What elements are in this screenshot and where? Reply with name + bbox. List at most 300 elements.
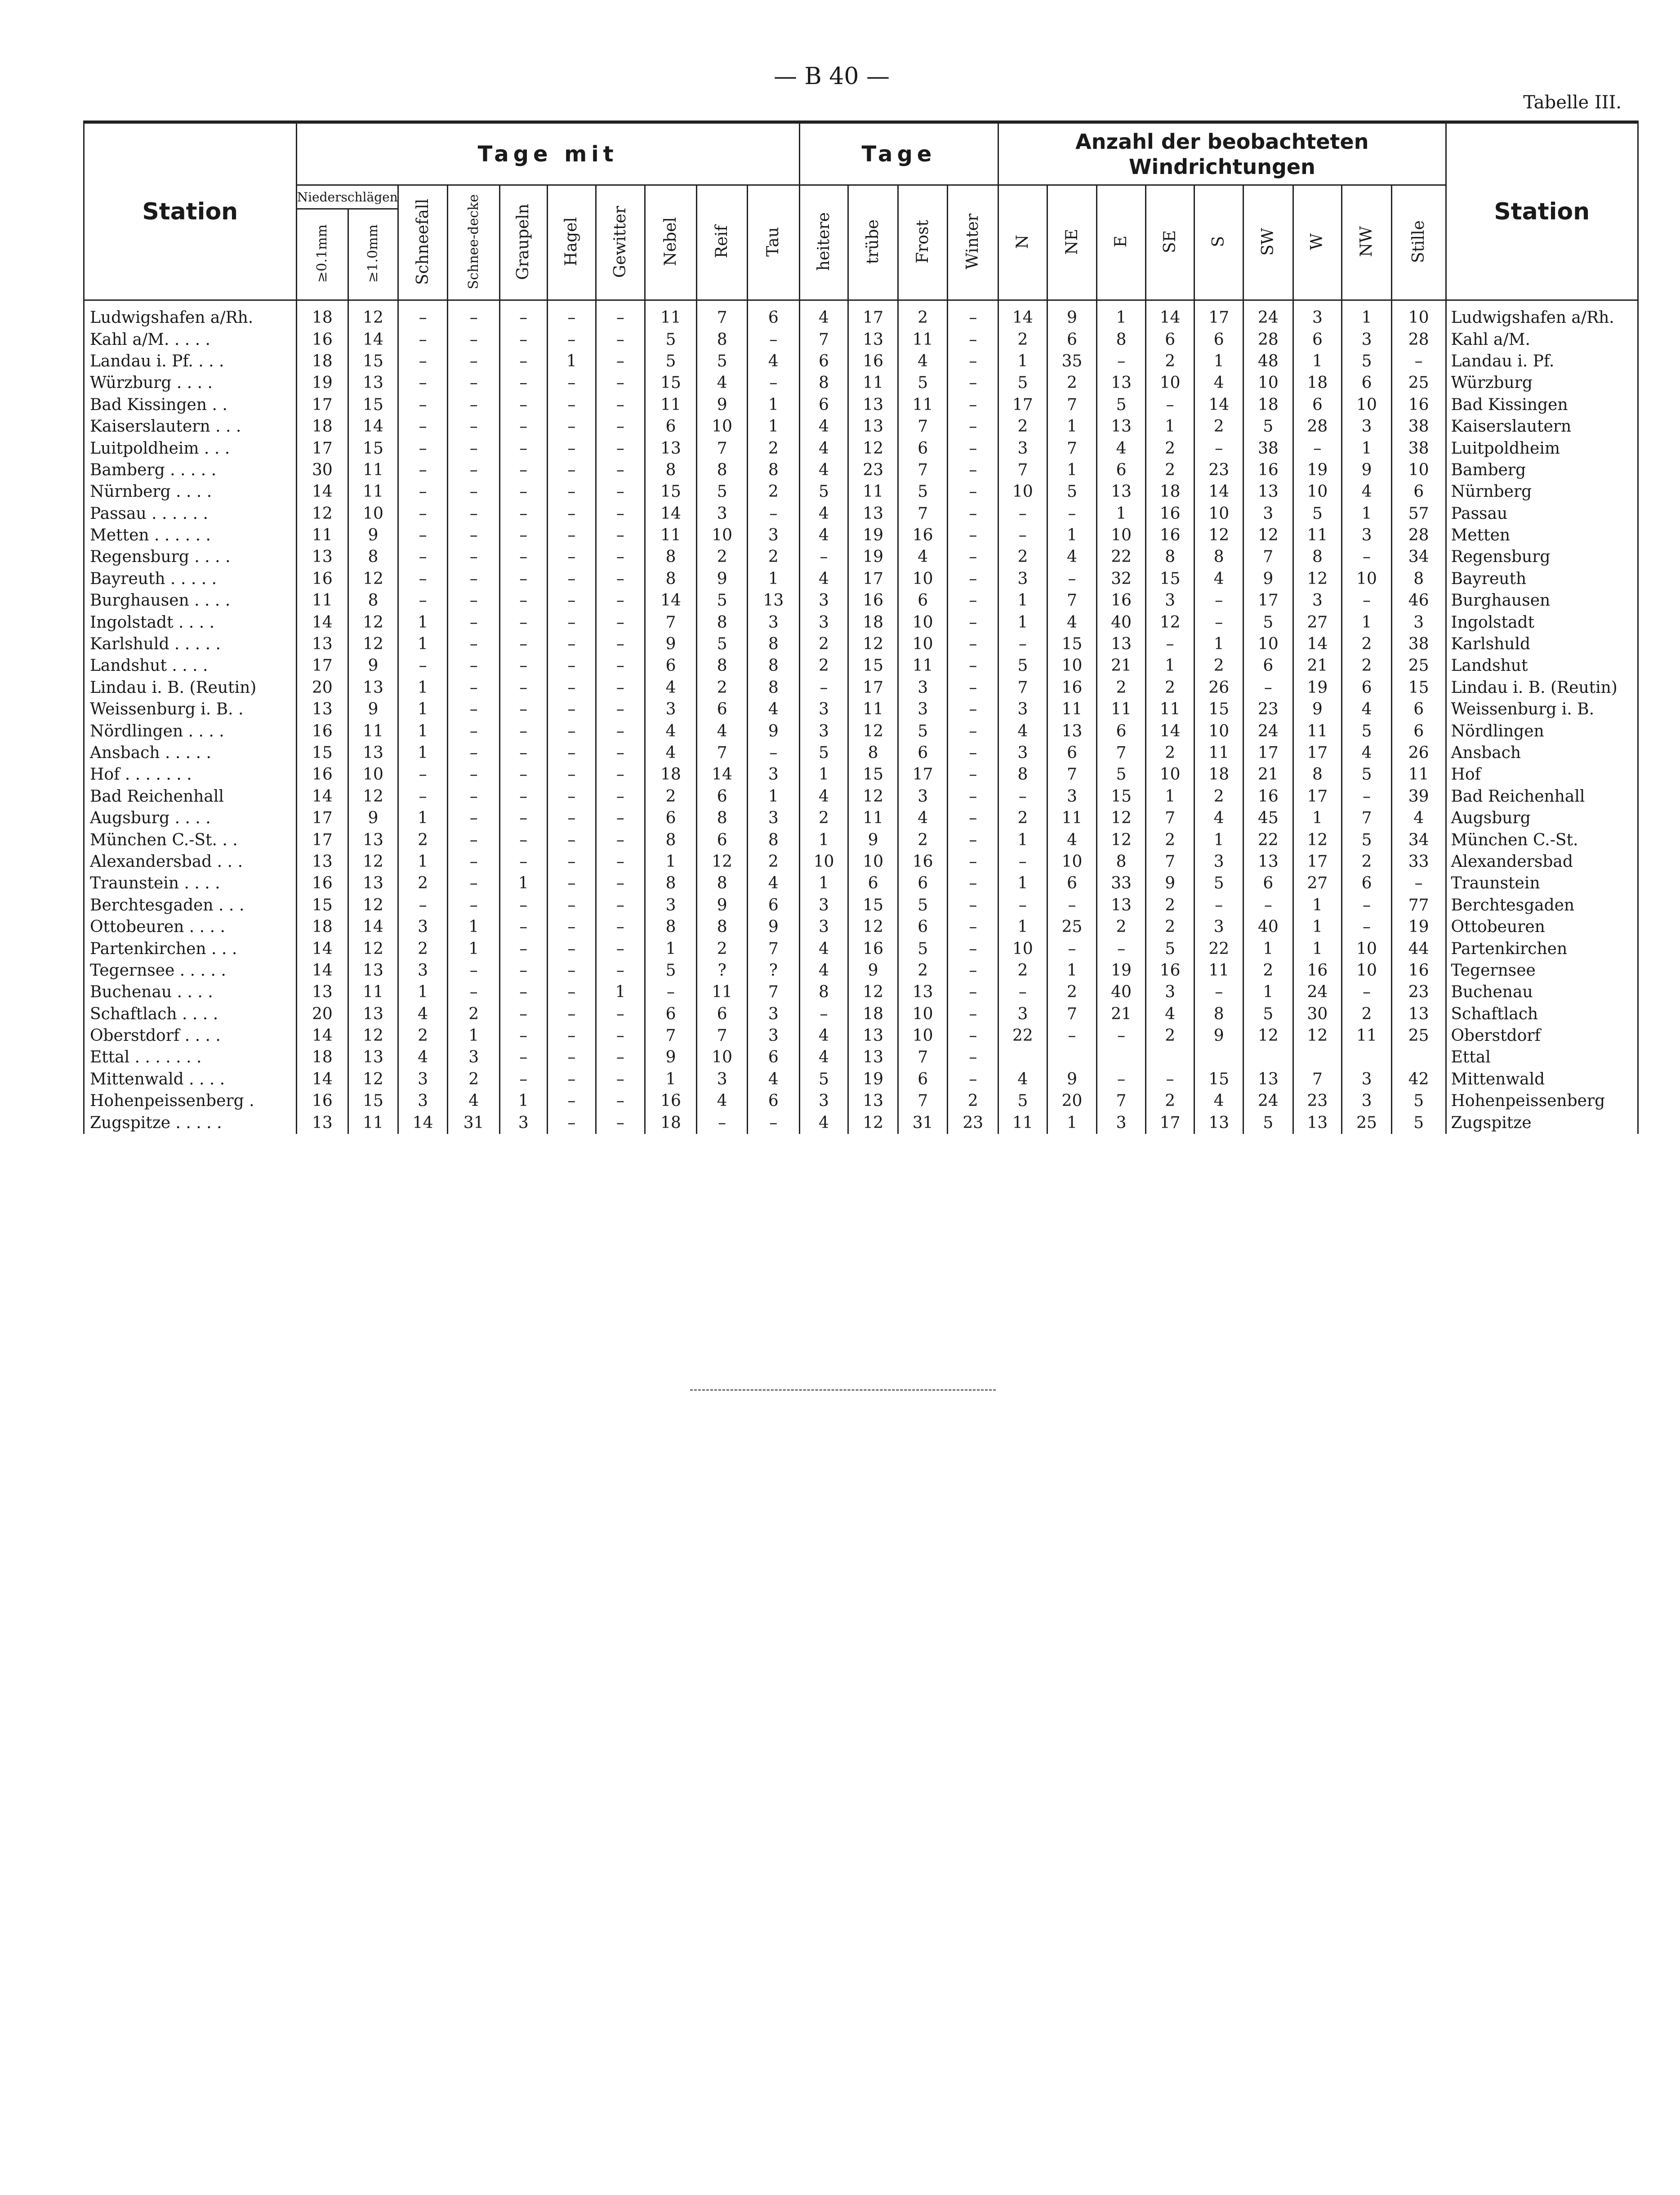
table-cell: 2 — [697, 546, 748, 568]
table-cell: 16 — [1243, 460, 1293, 481]
table-cell: – — [1194, 895, 1243, 916]
table-cell: 77 — [1391, 895, 1446, 916]
table-cell: 12 — [1145, 611, 1194, 633]
table-cell: – — [500, 568, 548, 590]
table-cell: 7 — [645, 1025, 697, 1047]
table-cell: 3 — [1145, 590, 1194, 611]
table-cell: – — [998, 634, 1047, 655]
page-number: — B 40 — — [774, 63, 890, 90]
table-cell: 4 — [1342, 742, 1392, 764]
table-cell: 13 — [348, 372, 398, 394]
table-cell: 5 — [1342, 351, 1392, 372]
table-cell: 5 — [697, 481, 748, 503]
table-cell: 24 — [1243, 300, 1293, 329]
table-cell: – — [948, 742, 998, 764]
table-row — [84, 1112, 1638, 1133]
table-cell: 16 — [1047, 677, 1097, 699]
table-cell: 6 — [799, 394, 848, 416]
table-cell: – — [998, 786, 1047, 808]
table-cell: 1 — [1293, 938, 1342, 959]
table-cell: 3 — [747, 764, 799, 785]
table-row — [84, 851, 1638, 873]
table-cell: 11 — [1391, 764, 1446, 785]
table-cell: 38 — [1391, 437, 1446, 459]
table-cell: – — [948, 372, 998, 394]
table-cell: 8 — [1194, 546, 1243, 568]
table-row — [84, 655, 1638, 677]
table-cell: 15 — [348, 437, 398, 459]
table-cell: 4 — [697, 372, 748, 394]
table-cell: 2 — [1243, 960, 1293, 982]
table-cell: 5 — [1194, 873, 1243, 894]
station-name-left: München C.-St. . . — [84, 829, 297, 851]
table-cell: 2 — [1194, 655, 1243, 677]
col-ne: NE — [1047, 185, 1097, 300]
table-cell: 7 — [697, 437, 748, 459]
table-cell: 1 — [998, 590, 1047, 611]
col-schneefall: Schneefall — [398, 185, 448, 300]
table-cell: – — [596, 503, 645, 525]
table-cell: 3 — [799, 590, 848, 611]
table-cell: – — [596, 916, 645, 938]
table-cell: – — [547, 416, 596, 437]
station-name-right: München C.-St. — [1446, 829, 1638, 851]
table-cell: 3 — [799, 611, 848, 633]
table-cell: – — [500, 677, 548, 699]
station-name-left: Buchenau . . . . — [84, 982, 297, 1003]
table-cell: 6 — [747, 300, 799, 329]
table-cell: 23 — [1293, 1090, 1342, 1112]
table-cell: – — [500, 503, 548, 525]
table-cell: 1 — [998, 916, 1047, 938]
table-cell: – — [948, 938, 998, 959]
table-cell: 4 — [645, 677, 697, 699]
station-name-right: Schaftlach — [1446, 1004, 1638, 1025]
table-cell: 20 — [296, 677, 348, 699]
table-cell: – — [1145, 634, 1194, 655]
table-cell: 32 — [1097, 568, 1146, 590]
table-cell: 6 — [1097, 720, 1146, 742]
table-cell: – — [547, 786, 596, 808]
table-cell: 1 — [1293, 808, 1342, 829]
table-cell: 28 — [1243, 329, 1293, 350]
table-cell: 15 — [1194, 1069, 1243, 1090]
table-cell: 3 — [799, 1090, 848, 1112]
station-name-left: Zugspitze . . . . . — [84, 1112, 297, 1133]
table-cell: – — [747, 329, 799, 350]
table-cell: 7 — [1145, 808, 1194, 829]
table-cell: 13 — [848, 1047, 898, 1068]
station-name-left: Bad Reichenhall — [84, 786, 297, 808]
table-cell: 20 — [296, 1004, 348, 1025]
table-cell: – — [596, 611, 645, 633]
table-cell: – — [500, 416, 548, 437]
table-cell: 8 — [645, 568, 697, 590]
table-cell: – — [500, 351, 548, 372]
table-cell: 2 — [1342, 1004, 1392, 1025]
table-cell: 4 — [898, 808, 948, 829]
table-cell: 31 — [898, 1112, 948, 1133]
table-cell: 11 — [1293, 525, 1342, 546]
table-cell: 11 — [1145, 699, 1194, 720]
table-cell: 4 — [799, 568, 848, 590]
station-name-left: Landau i. Pf. . . . — [84, 351, 297, 372]
table-cell: 24 — [1243, 720, 1293, 742]
station-name-left: Bad Kissingen . . — [84, 394, 297, 416]
table-cell: 5 — [697, 590, 748, 611]
table-cell: – — [500, 938, 548, 959]
table-cell: – — [948, 300, 998, 329]
table-cell: – — [448, 329, 500, 350]
table-cell: 1 — [398, 611, 448, 633]
table-cell: – — [948, 982, 998, 1003]
table-cell: 9 — [1342, 460, 1392, 481]
table-cell: 48 — [1243, 351, 1293, 372]
table-cell: 2 — [898, 829, 948, 851]
table-cell: 12 — [348, 634, 398, 655]
table-cell: 14 — [1145, 720, 1194, 742]
table-cell: 1 — [398, 634, 448, 655]
table-cell: 12 — [348, 895, 398, 916]
table-cell: 3 — [1293, 300, 1342, 329]
table-cell: 11 — [348, 481, 398, 503]
table-cell: 26 — [1391, 742, 1446, 764]
table-row — [84, 460, 1638, 481]
table-cell: – — [500, 764, 548, 785]
table-cell: 9 — [848, 829, 898, 851]
table-row — [84, 829, 1638, 851]
table-cell: 13 — [1047, 720, 1097, 742]
table-cell: – — [448, 960, 500, 982]
table-cell: – — [596, 742, 645, 764]
table-cell: – — [596, 481, 645, 503]
table-cell: 13 — [348, 1004, 398, 1025]
table-cell: 7 — [898, 1090, 948, 1112]
table-cell: 8 — [1097, 851, 1146, 873]
table-cell: 3 — [898, 699, 948, 720]
table-cell: 27 — [1293, 873, 1342, 894]
table-cell: – — [596, 525, 645, 546]
station-name-right: Kaiserslautern — [1446, 416, 1638, 437]
table-cell: 10 — [1391, 460, 1446, 481]
table-cell: 12 — [848, 916, 898, 938]
station-name-right: Landau i. Pf. — [1446, 351, 1638, 372]
table-cell: 6 — [898, 590, 948, 611]
table-cell: 13 — [1194, 1112, 1243, 1133]
table-cell: 2 — [1145, 351, 1194, 372]
table-cell: 9 — [697, 394, 748, 416]
table-cell: 3 — [1194, 916, 1243, 938]
table-cell: – — [547, 960, 596, 982]
table-cell: 11 — [1293, 720, 1342, 742]
table-cell: 8 — [697, 873, 748, 894]
table-cell: – — [645, 982, 697, 1003]
table-cell: 4 — [799, 1025, 848, 1047]
table-cell: 4 — [697, 1090, 748, 1112]
table-cell: 7 — [1047, 1004, 1097, 1025]
table-cell: 40 — [1097, 982, 1146, 1003]
table-cell: 18 — [848, 1004, 898, 1025]
table-cell: – — [1097, 351, 1146, 372]
table-cell: 19 — [1097, 960, 1146, 982]
table-cell: – — [547, 916, 596, 938]
table-cell: 44 — [1391, 938, 1446, 959]
station-name-left: Burghausen . . . . — [84, 590, 297, 611]
table-cell: 11 — [348, 982, 398, 1003]
table-cell: 7 — [1293, 1069, 1342, 1090]
station-name-left: Weissenburg i. B. . — [84, 699, 297, 720]
table-cell: 8 — [1097, 329, 1146, 350]
col-s: S — [1194, 185, 1243, 300]
table-cell: – — [547, 437, 596, 459]
table-cell: – — [500, 720, 548, 742]
table-cell: – — [998, 851, 1047, 873]
station-name-left: Mittenwald . . . . — [84, 1069, 297, 1090]
table-cell: – — [596, 895, 645, 916]
station-name-right: Tegernsee — [1446, 960, 1638, 982]
table-cell: – — [547, 720, 596, 742]
table-cell: – — [547, 394, 596, 416]
table-cell: 7 — [747, 982, 799, 1003]
table-cell: 18 — [1293, 372, 1342, 394]
table-cell: 15 — [645, 481, 697, 503]
table-cell: – — [1145, 394, 1194, 416]
station-name-left: Partenkirchen . . . — [84, 938, 297, 959]
table-cell: – — [1243, 677, 1293, 699]
station-name-left: Hohenpeissenberg . — [84, 1090, 297, 1112]
table-cell: 11 — [348, 720, 398, 742]
table-cell: 12 — [848, 982, 898, 1003]
station-name-left: Landshut . . . . — [84, 655, 297, 677]
table-cell: 6 — [898, 742, 948, 764]
station-header-left: Station — [84, 122, 297, 300]
table-cell: – — [1342, 590, 1392, 611]
col-se: SE — [1145, 185, 1194, 300]
table-cell: – — [500, 300, 548, 329]
table-cell: – — [547, 938, 596, 959]
station-name-right: Landshut — [1446, 655, 1638, 677]
table-cell: 11 — [1342, 1025, 1392, 1047]
table-cell: 3 — [697, 1069, 748, 1090]
table-cell: – — [596, 372, 645, 394]
table-cell: 5 — [1243, 1004, 1293, 1025]
table-cell: 9 — [747, 720, 799, 742]
table-cell: 8 — [348, 590, 398, 611]
table-cell: 4 — [1194, 568, 1243, 590]
table-cell — [998, 1047, 1047, 1068]
table-cell: 18 — [296, 416, 348, 437]
table-cell: – — [948, 960, 998, 982]
table-cell: – — [948, 1069, 998, 1090]
table-cell: 25 — [1047, 916, 1097, 938]
table-cell: 11 — [1194, 742, 1243, 764]
station-name-right: Burghausen — [1446, 590, 1638, 611]
table-cell: – — [448, 394, 500, 416]
table-cell: 3 — [747, 525, 799, 546]
table-cell: 8 — [645, 916, 697, 938]
table-cell: 3 — [1097, 1112, 1146, 1133]
table-cell: 10 — [799, 851, 848, 873]
table-cell: 5 — [1342, 720, 1392, 742]
table-cell: 8 — [1194, 1004, 1243, 1025]
table-cell: – — [596, 416, 645, 437]
table-cell: – — [448, 851, 500, 873]
table-cell: 6 — [747, 895, 799, 916]
table-cell: 18 — [296, 351, 348, 372]
col-truebe: trübe — [848, 185, 898, 300]
table-cell: 40 — [1243, 916, 1293, 938]
table-cell: – — [1047, 503, 1097, 525]
table-cell: 9 — [1145, 873, 1194, 894]
table-cell: 16 — [1243, 786, 1293, 808]
table-cell: – — [448, 437, 500, 459]
table-cell: 8 — [697, 916, 748, 938]
table-cell: 13 — [348, 873, 398, 894]
table-cell: 23 — [848, 460, 898, 481]
table-cell: 23 — [1194, 460, 1243, 481]
wind-header: Anzahl der beobachteten Windrichtungen — [998, 122, 1446, 185]
table-cell: 2 — [799, 655, 848, 677]
station-name-left: Tegernsee . . . . . — [84, 960, 297, 982]
table-cell: 16 — [898, 851, 948, 873]
table-cell: – — [500, 895, 548, 916]
station-name-right: Hof — [1446, 764, 1638, 785]
table-label: Tabelle III. — [1523, 92, 1622, 113]
table-cell: 12 — [1293, 829, 1342, 851]
table-cell: 7 — [697, 742, 748, 764]
table-cell: – — [1194, 982, 1243, 1003]
table-cell: 1 — [799, 764, 848, 785]
table-cell: 2 — [747, 437, 799, 459]
table-cell: 3 — [1342, 525, 1392, 546]
table-cell: 10 — [998, 481, 1047, 503]
table-cell: 1 — [645, 1069, 697, 1090]
col-e: E — [1097, 185, 1146, 300]
table-cell — [1194, 1047, 1243, 1068]
table-cell: 33 — [1391, 851, 1446, 873]
table-cell: – — [448, 764, 500, 785]
table-cell: 19 — [848, 1069, 898, 1090]
table-cell: 10 — [348, 503, 398, 525]
table-cell: 4 — [1391, 808, 1446, 829]
table-cell: – — [1342, 982, 1392, 1003]
table-cell: 1 — [398, 851, 448, 873]
table-cell: 14 — [296, 1069, 348, 1090]
table-cell: 10 — [898, 568, 948, 590]
table-cell: – — [398, 590, 448, 611]
table-cell: 14 — [998, 300, 1047, 329]
table-row — [84, 1069, 1638, 1090]
table-cell: – — [596, 655, 645, 677]
table-cell: 11 — [1047, 699, 1097, 720]
table-cell: 5 — [799, 742, 848, 764]
table-cell: 19 — [1391, 916, 1446, 938]
table-cell: 1 — [1194, 829, 1243, 851]
table-cell: – — [799, 1004, 848, 1025]
table-cell: – — [448, 300, 500, 329]
table-cell: – — [547, 873, 596, 894]
table-cell: 5 — [998, 655, 1047, 677]
table-cell: 25 — [1391, 372, 1446, 394]
table-cell: 8 — [1293, 764, 1342, 785]
table-cell: 11 — [998, 1112, 1047, 1133]
table-cell: 25 — [1391, 655, 1446, 677]
table-cell: 10 — [1145, 372, 1194, 394]
table-cell: 6 — [1342, 677, 1392, 699]
table-cell: 2 — [1145, 895, 1194, 916]
table-cell: – — [448, 720, 500, 742]
table-cell: 10 — [1342, 960, 1392, 982]
table-row — [84, 372, 1638, 394]
table-row — [84, 351, 1638, 372]
table-cell: 3 — [1342, 1069, 1392, 1090]
table-cell: 10 — [1391, 300, 1446, 329]
table-cell: 9 — [1194, 1025, 1243, 1047]
table-cell: 3 — [747, 808, 799, 829]
table-cell: 22 — [1243, 829, 1293, 851]
table-cell: 13 — [348, 742, 398, 764]
table-cell: 4 — [1097, 437, 1146, 459]
table-cell: – — [448, 481, 500, 503]
table-cell: 12 — [348, 851, 398, 873]
table-row — [84, 329, 1638, 350]
table-cell: 34 — [1391, 546, 1446, 568]
table-cell: 2 — [1145, 916, 1194, 938]
table-cell: 14 — [645, 503, 697, 525]
table-cell: – — [547, 546, 596, 568]
table-cell: – — [1097, 1069, 1146, 1090]
table-cell: – — [596, 1047, 645, 1068]
table-cell: 2 — [697, 677, 748, 699]
niederschlaegen-header: Niederschlägen — [296, 185, 398, 209]
table-cell: 3 — [747, 1004, 799, 1025]
table-cell: 18 — [296, 300, 348, 329]
table-cell: 15 — [348, 351, 398, 372]
table-cell: 7 — [1097, 742, 1146, 764]
table-cell: 7 — [1047, 437, 1097, 459]
table-cell: – — [500, 611, 548, 633]
table-cell: 15 — [296, 742, 348, 764]
table-cell: 40 — [1097, 611, 1146, 633]
table-cell: – — [547, 1112, 596, 1133]
table-cell: – — [596, 394, 645, 416]
table-cell: 12 — [348, 786, 398, 808]
table-cell: 4 — [645, 720, 697, 742]
table-cell: 3 — [747, 611, 799, 633]
table-cell: 2 — [398, 1025, 448, 1047]
table-cell — [1391, 1047, 1446, 1068]
table-cell: 5 — [1342, 829, 1392, 851]
table-cell: 13 — [1243, 481, 1293, 503]
table-cell: – — [1047, 1025, 1097, 1047]
table-cell: 6 — [1342, 372, 1392, 394]
table-cell: 24 — [1293, 982, 1342, 1003]
table-cell: – — [1342, 786, 1392, 808]
tage-header: Tage — [799, 122, 998, 185]
station-name-left: Ottobeuren . . . . — [84, 916, 297, 938]
table-cell: – — [948, 808, 998, 829]
table-cell: 5 — [898, 938, 948, 959]
table-cell: 16 — [1145, 960, 1194, 982]
col-hagel: Hagel — [547, 185, 596, 300]
table-cell: 19 — [848, 546, 898, 568]
table-cell: 16 — [1097, 590, 1146, 611]
table-row — [84, 764, 1638, 785]
table-cell: 1 — [547, 351, 596, 372]
table-cell: 1 — [1047, 960, 1097, 982]
table-cell: 21 — [1243, 764, 1293, 785]
table-cell: – — [500, 829, 548, 851]
